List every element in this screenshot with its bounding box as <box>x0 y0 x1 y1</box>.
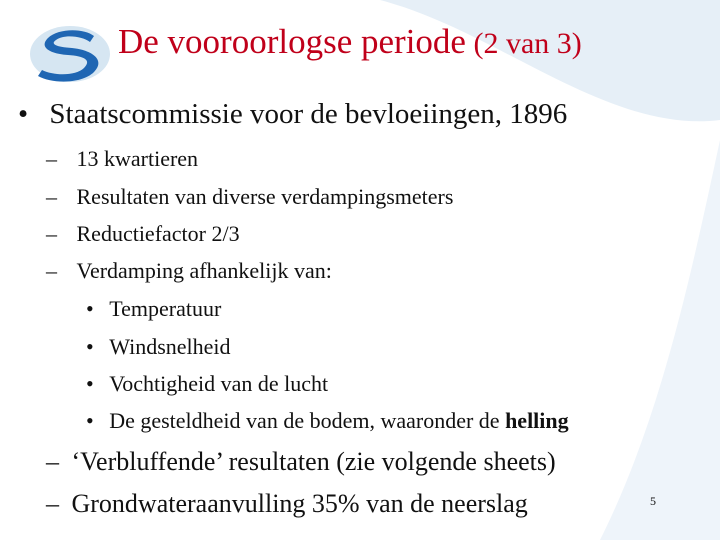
bullet-main <box>18 98 567 131</box>
dash-marker: – <box>46 258 57 283</box>
factor-item <box>86 371 328 397</box>
dash-marker: – <box>46 447 59 476</box>
bullet-marker: • <box>86 371 94 396</box>
s-logo-icon <box>28 24 112 84</box>
bullet-marker: • <box>86 408 94 433</box>
title-sub: (2 van 3) <box>465 27 582 60</box>
sub-item <box>46 221 240 247</box>
sub-item <box>46 184 453 210</box>
sub-item-large <box>46 447 556 477</box>
dash-marker: – <box>46 184 57 209</box>
factor-text: Temperatuur <box>109 296 222 321</box>
sub-item-text: Verdamping afhankelijk van: <box>76 258 332 283</box>
factor-item <box>86 408 569 434</box>
bullet-marker: • <box>86 296 94 321</box>
factor-bold-text: helling <box>505 408 569 433</box>
sub-item-text: ‘Verbluffende’ resultaten (zie volgende sheets) <box>71 447 556 476</box>
title-main: De vooroorlogse periode <box>118 22 466 61</box>
sub-item-text: 13 kwartieren <box>76 146 199 171</box>
sub-item-text: Grondwateraanvulling 35% van de neerslag <box>71 489 528 518</box>
factor-text: De gesteldheid van de bodem, waaronder de <box>109 408 506 433</box>
dash-marker: – <box>46 489 59 518</box>
dash-marker: – <box>46 146 57 171</box>
factor-item <box>86 296 221 322</box>
factor-text: Vochtigheid van de lucht <box>109 371 329 396</box>
sub-item-text: Reductiefactor 2/3 <box>76 221 240 246</box>
dash-marker: – <box>46 221 57 246</box>
slide-title <box>118 22 582 62</box>
sub-item-text: Resultaten van diverse verdampingsmeters <box>76 184 454 209</box>
slide-number: 5 <box>650 494 656 508</box>
bullet-main-text: Staatscommissie voor de bevloeiingen, 1896 <box>49 98 568 130</box>
bullet-marker: • <box>86 334 94 359</box>
sub-item <box>46 258 332 284</box>
sub-item <box>46 146 198 172</box>
bullet-marker: • <box>18 98 29 130</box>
factor-item <box>86 334 231 360</box>
factor-text: Windsnelheid <box>109 334 231 359</box>
sub-item-large <box>46 489 528 519</box>
